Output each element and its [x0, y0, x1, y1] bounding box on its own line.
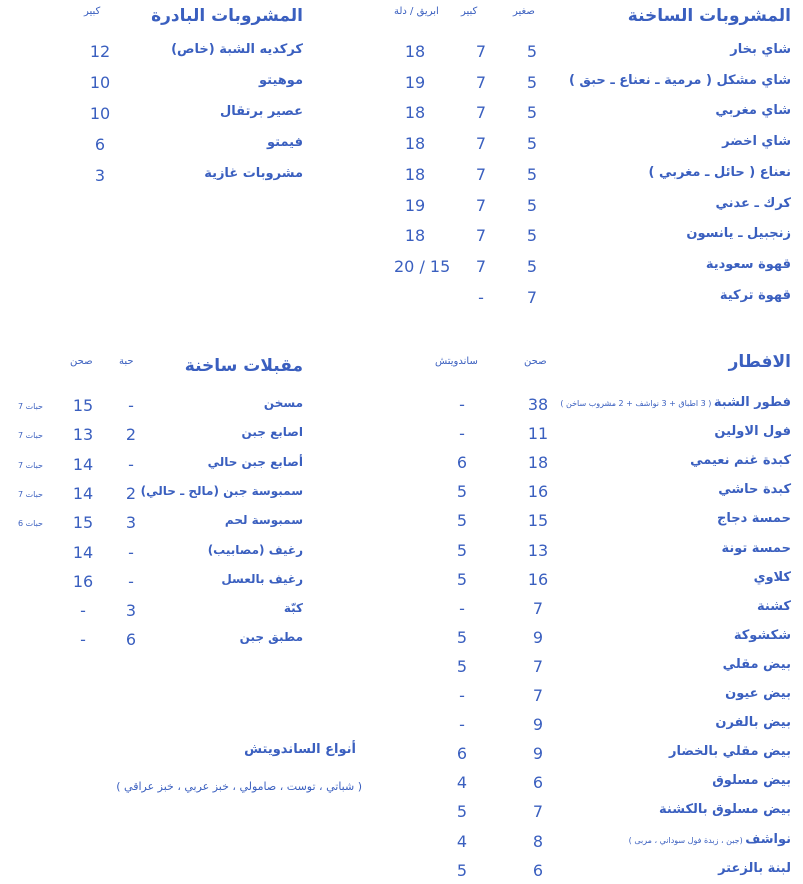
- appetizer-name: اصابع جبن: [241, 425, 303, 440]
- hot-drink-pot-price: 19: [404, 72, 426, 92]
- appetizer-piece-count-note: 7 حبات: [18, 402, 43, 411]
- appetizer-piece-price: 3: [125, 513, 137, 533]
- sandwich-types-title: أنواع الساندويتش: [244, 742, 356, 757]
- appetizer-plate-price: -: [80, 630, 86, 650]
- cold-drink-large-price: 10: [89, 73, 111, 92]
- breakfast-item: [629, 832, 791, 847]
- breakfast-sandwich-price: 5: [456, 540, 468, 560]
- hot-drink-name: زنجبيل ـ يانسون: [686, 226, 791, 242]
- breakfast-item-detail: (جبن ، زبدة فول سوداني ، مربى ): [628, 835, 746, 845]
- appetizer-piece-price: -: [128, 571, 134, 591]
- breakfast-col-plate: صحن: [524, 356, 547, 367]
- hot-drink-name: قهوة تركية: [719, 287, 791, 303]
- appetizer-name: رغيف (مصابيب): [207, 542, 303, 557]
- breakfast-item: [754, 570, 791, 585]
- breakfast-sandwich-price: -: [459, 715, 465, 735]
- appetizer-plate-price: 16: [72, 571, 94, 591]
- appetizer-name: مسخن: [263, 396, 303, 410]
- breakfast-item-name: فطور الشبة: [713, 395, 791, 410]
- breakfast-sandwich-price: 5: [456, 482, 468, 502]
- appetizer-piece-count-note: 6 حبات: [18, 519, 43, 529]
- appetizer-name: أصابع جبن حالي: [207, 454, 303, 469]
- breakfast-plate-price: 6: [532, 860, 544, 880]
- cold-drinks-col-large: كبير: [84, 6, 101, 17]
- breakfast-col-sandwich: ساندويتش: [435, 356, 478, 367]
- breakfast-sandwich-price: 5: [456, 569, 468, 589]
- hot-drink-small-price: 7: [526, 287, 538, 307]
- hot-drink-name: كرك ـ عدني: [715, 195, 791, 211]
- breakfast-item-name: بيض مسلوق: [712, 773, 791, 789]
- appetizer-piece-price: 3: [125, 601, 137, 621]
- hot-drink-pot-price: 19: [404, 195, 426, 215]
- breakfast-item: [715, 715, 791, 730]
- appetizer-plate-price: 14: [72, 454, 94, 474]
- hot-drink-name: شاي بخار: [730, 42, 791, 57]
- breakfast-sandwich-price: 6: [456, 744, 468, 764]
- appetizer-piece-count-note: 7 حبات: [18, 460, 43, 470]
- hot-drink-name: شاي مغربي: [715, 103, 791, 119]
- breakfast-plate-price: 9: [532, 627, 544, 647]
- hot-drink-name: قهوة سعودية: [705, 256, 791, 272]
- appetizer-plate-price: 15: [72, 396, 94, 415]
- breakfast-plate-price: 16: [527, 482, 549, 502]
- breakfast-sandwich-price: 4: [456, 831, 468, 851]
- breakfast-sandwich-price: 4: [456, 773, 468, 793]
- hot-drink-small-price: 5: [526, 42, 538, 61]
- cold-drink-large-price: 6: [94, 135, 106, 154]
- cold-drink-large-price: 3: [94, 166, 106, 185]
- breakfast-plate-price: 7: [532, 598, 544, 618]
- hot-drink-small-price: 5: [526, 134, 538, 154]
- appetizer-piece-price: -: [128, 454, 134, 474]
- hot-drink-large-price: 7: [475, 195, 487, 215]
- breakfast-plate-price: 15: [527, 511, 549, 531]
- breakfast-plate-price: 9: [532, 744, 544, 764]
- breakfast-sandwich-price: 5: [456, 656, 468, 676]
- breakfast-item-name: بيض عيون: [725, 686, 791, 701]
- hot-drink-small-price: 5: [526, 72, 538, 92]
- breakfast-item-name: لبنة بالزعتر: [718, 860, 791, 876]
- hot-drink-pot-price: 18: [404, 134, 426, 154]
- breakfast-item-detail: ( 3 اطباق + 3 نواشف + 2 مشروب ساخن ): [560, 399, 714, 408]
- sandwich-types-list: ( شباتي ، توست ، صامولي ، خبز عربي ، خبز عراقي ): [116, 780, 362, 793]
- breakfast-item: [690, 453, 791, 468]
- breakfast-item: [718, 861, 791, 876]
- appetizer-name: سمبوسة لحم: [224, 513, 303, 528]
- breakfast-item-name: شكشوكة: [733, 627, 791, 643]
- cold-drinks-title: المشروبات البادرة: [151, 6, 303, 26]
- hot-drinks-col-small: صغير: [513, 6, 535, 17]
- breakfast-sandwich-price: -: [459, 686, 465, 705]
- breakfast-item: [659, 802, 791, 817]
- appetizer-piece-count-note: 7 حبات: [18, 431, 43, 441]
- hot-drink-large-price: 7: [475, 226, 487, 246]
- breakfast-item: [560, 395, 791, 410]
- breakfast-plate-price: 18: [527, 453, 549, 473]
- hot-drink-pot-price: 18: [404, 164, 426, 184]
- appetizer-plate-price: 13: [72, 425, 94, 445]
- breakfast-sandwich-price: 5: [456, 627, 468, 647]
- breakfast-item: [734, 628, 791, 643]
- hot-drink-pot-price: 18: [404, 103, 426, 123]
- breakfast-plate-price: 16: [527, 569, 549, 589]
- breakfast-plate-price: 38: [527, 395, 549, 414]
- hot-drink-pot-price: 18: [404, 42, 426, 61]
- appetizer-piece-price: 6: [125, 630, 137, 650]
- appetizer-piece-price: -: [128, 542, 134, 562]
- breakfast-item-name: حمسة دجاج: [716, 511, 791, 527]
- breakfast-plate-price: 9: [532, 715, 544, 735]
- cold-drink-name: فيمتو: [267, 135, 303, 150]
- breakfast-plate-price: 8: [532, 831, 544, 851]
- hot-drink-large-price: 7: [475, 103, 487, 123]
- breakfast-item-name: بيض مقلي بالخضار: [668, 744, 791, 760]
- hot-drink-large-price: 7: [475, 134, 487, 154]
- breakfast-item-name: كلاوي: [753, 569, 791, 585]
- breakfast-item: [714, 424, 791, 439]
- appetizer-name: مطبق جبن: [239, 630, 303, 645]
- hot-drinks-title: المشروبات الساخنة: [627, 6, 791, 26]
- hot-drink-pot-price: 18: [404, 226, 426, 246]
- breakfast-item: [725, 686, 791, 701]
- breakfast-item-name: كبدة حاشي: [718, 482, 791, 498]
- hot-drink-small-price: 5: [526, 226, 538, 246]
- appetizer-name: كبّة: [283, 601, 303, 616]
- hot-drinks-col-large: كبير: [461, 6, 478, 17]
- breakfast-item: [721, 541, 791, 556]
- breakfast-sandwich-price: 6: [456, 453, 468, 473]
- breakfast-plate-price: 6: [532, 773, 544, 793]
- breakfast-item-name: بيض مسلوق بالكشنة: [659, 802, 791, 818]
- hot-drink-small-price: 5: [526, 195, 538, 215]
- hot-drink-pot-price: 20 / 15: [394, 256, 451, 276]
- hot-drink-large-price: 7: [475, 42, 487, 61]
- breakfast-sandwich-price: 5: [456, 511, 468, 531]
- cold-drink-large-price: 10: [89, 104, 111, 123]
- hot-drink-name: شاي اخضر: [722, 134, 791, 150]
- breakfast-title: الافطار: [728, 352, 791, 372]
- appetizers-col-piece: حبة: [119, 356, 134, 367]
- appetizer-name: سمبوسة جبن (مالح ـ حالي): [140, 483, 303, 498]
- cold-drink-name: مشروبات غازية: [204, 166, 303, 181]
- appetizer-piece-price: 2: [125, 483, 137, 503]
- hot-drink-name: نعناع ( حائل ـ مغربي ): [648, 164, 791, 180]
- hot-drink-name: شاي مشكل ( مرمية ـ نعناع ـ حبق ): [568, 72, 791, 88]
- cold-drink-name: كركديه الشبة (خاص): [171, 42, 303, 57]
- cold-drink-name: عصير برتقال: [220, 104, 303, 119]
- breakfast-item: [669, 744, 791, 759]
- appetizer-piece-price: 2: [125, 425, 137, 445]
- breakfast-item: [718, 482, 791, 497]
- hot-drink-small-price: 5: [526, 164, 538, 184]
- breakfast-sandwich-price: -: [459, 598, 465, 618]
- breakfast-item-name: بيض مقلي: [722, 656, 791, 672]
- cold-drink-name: موهيتو: [259, 73, 303, 88]
- breakfast-sandwich-price: 5: [456, 802, 468, 822]
- breakfast-plate-price: 11: [527, 424, 549, 444]
- appetizers-title: مقبلات ساخنة: [184, 356, 303, 376]
- breakfast-item: [757, 599, 791, 614]
- breakfast-item-name: كبدة غنم نعيمي: [690, 453, 791, 469]
- cold-drink-large-price: 12: [89, 42, 111, 61]
- appetizer-piece-price: -: [128, 396, 134, 415]
- breakfast-item: [723, 657, 791, 672]
- hot-drink-small-price: 5: [526, 103, 538, 123]
- hot-drink-large-price: 7: [475, 164, 487, 184]
- breakfast-item-name: نواشف: [745, 831, 791, 847]
- breakfast-item-name: كشنة: [757, 598, 791, 614]
- breakfast-item: [712, 773, 791, 788]
- breakfast-item-name: فول الاولين: [714, 424, 791, 440]
- appetizer-plate-price: 15: [72, 513, 94, 533]
- appetizer-plate-price: 14: [72, 542, 94, 562]
- hot-drink-small-price: 5: [526, 256, 538, 276]
- hot-drink-large-price: 7: [475, 256, 487, 276]
- appetizer-name: رغيف بالعسل: [221, 571, 303, 586]
- appetizer-piece-count-note: 7 حبات: [18, 489, 43, 499]
- appetizers-col-plate: صحن: [70, 356, 93, 367]
- breakfast-item-name: بيض بالفرن: [715, 715, 791, 731]
- breakfast-plate-price: 7: [532, 802, 544, 822]
- breakfast-plate-price: 7: [532, 686, 544, 705]
- breakfast-item-name: حمسة تونة: [721, 540, 791, 556]
- breakfast-plate-price: 13: [527, 540, 549, 560]
- appetizer-plate-price: -: [80, 601, 86, 621]
- appetizer-plate-price: 14: [72, 483, 94, 503]
- hot-drinks-col-pot: ابريق / دلة: [394, 6, 439, 17]
- breakfast-sandwich-price: -: [459, 395, 465, 414]
- breakfast-item: [717, 511, 791, 526]
- breakfast-sandwich-price: -: [459, 424, 465, 444]
- hot-drink-large-price: -: [478, 287, 484, 307]
- hot-drink-large-price: 7: [475, 72, 487, 92]
- breakfast-sandwich-price: 5: [456, 860, 468, 880]
- breakfast-plate-price: 7: [532, 656, 544, 676]
